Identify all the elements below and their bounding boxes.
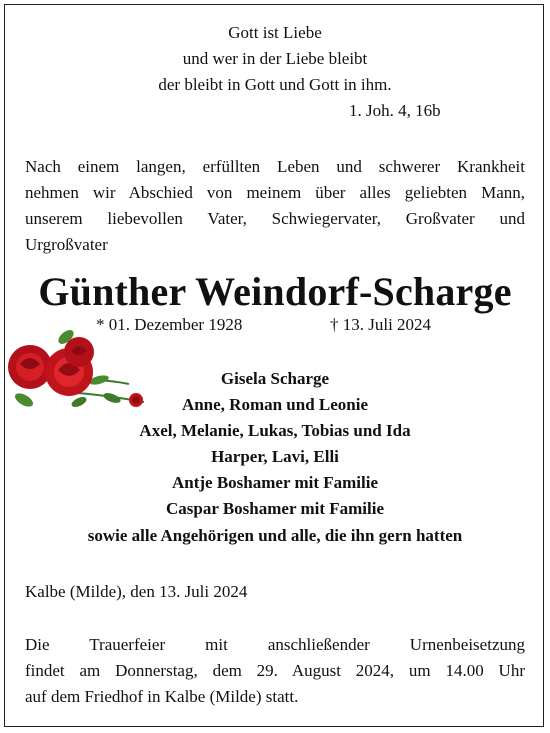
intro-line: nehmen wir Abschied von meinem über alles geliebten Mann, bbox=[25, 183, 525, 202]
funeral-line: Die Trauerfeier mit anschließender Urnenbeisetzung bbox=[25, 635, 525, 654]
place-date: Kalbe (Milde), den 13. Juli 2024 bbox=[25, 582, 248, 601]
verse-reference: 1. Joh. 4, 16b bbox=[349, 101, 441, 120]
mourner-line: Harper, Lavi, Elli bbox=[211, 447, 339, 466]
funeral-line: auf dem Friedhof in Kalbe (Milde) statt. bbox=[25, 687, 299, 706]
funeral-info bbox=[25, 632, 525, 710]
mourner-line: Caspar Boshamer mit Familie bbox=[166, 499, 384, 518]
verse-line-1: Gott ist Liebe bbox=[228, 23, 322, 42]
death-date: † 13. Juli 2024 bbox=[330, 315, 432, 334]
mourner-line: Gisela Scharge bbox=[220, 369, 330, 388]
verse-line-2: und wer in der Liebe bleibt bbox=[182, 49, 368, 68]
intro-line: unserem liebevollen Vater, Schwiegervater, Großvater und bbox=[25, 209, 525, 228]
intro-line: Nach einem langen, erfüllten Leben und schwerer Krankheit bbox=[25, 157, 525, 176]
mourner-line: Axel, Melanie, Lukas, Tobias und Ida bbox=[139, 421, 411, 440]
verse-line-3: der bleibt in Gott und Gott in ihm. bbox=[158, 75, 392, 94]
mourner-line: Antje Boshamer mit Familie bbox=[171, 473, 378, 492]
mourner-line: Anne, Roman und Leonie bbox=[181, 395, 369, 414]
birth-date: * 01. Dezember 1928 bbox=[96, 315, 243, 334]
funeral-line: findet am Donnerstag, dem 29. August 2024, um 14.00 Uhr bbox=[25, 661, 525, 680]
intro-text bbox=[25, 154, 525, 258]
intro-line: Urgroßvater bbox=[25, 235, 108, 254]
deceased-name: Günther Weindorf-Scharge bbox=[38, 269, 512, 314]
mourner-line: sowie alle Angehörigen und alle, die ihn gern hatten bbox=[87, 526, 463, 545]
